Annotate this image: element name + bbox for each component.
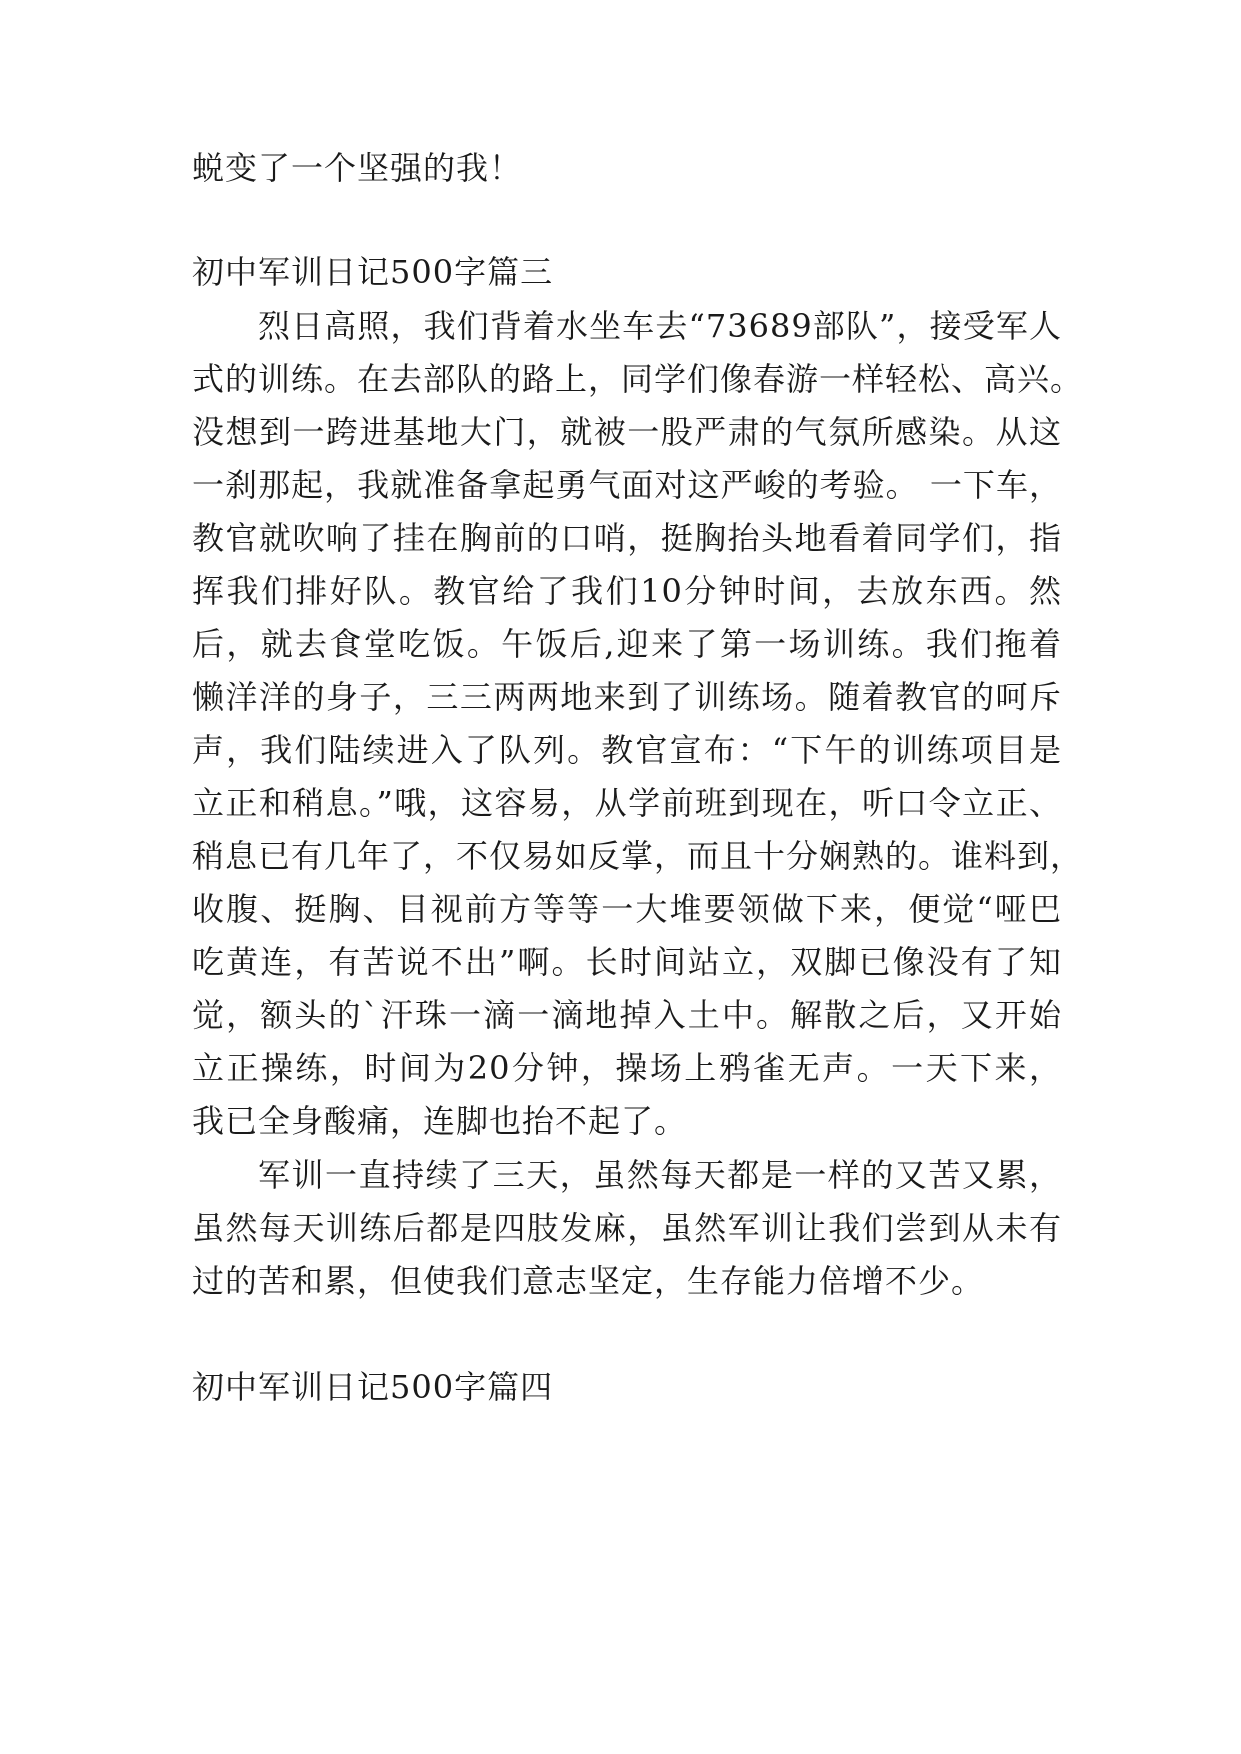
paragraph-line: 收腹、挺胸、目视前方等等一大堆要领做下来，便觉“哑巴: [192, 890, 1062, 928]
paragraph-line: 觉，额头的`汗珠一滴一滴地掉入土中。解散之后，又开始: [192, 996, 1062, 1034]
paragraph-line: 懒洋洋的身子，三三两两地来到了训练场。随着教官的呵斥: [192, 678, 1062, 716]
paragraph-line: 立正操练，时间为20分钟，操场上鸦雀无声。一天下来，: [192, 1049, 1062, 1087]
section-4-heading: 初中军训日记500字篇四: [192, 1368, 554, 1406]
paragraph-line: 声，我们陆续进入了队列。教官宣布：“下午的训练项目是: [192, 731, 1062, 769]
paragraph-line: 一刹那起，我就准备拿起勇气面对这严峻的考验。 一下车，: [192, 466, 1062, 504]
paragraph-line: 挥我们排好队。教官给了我们10分钟时间，去放东西。然: [192, 572, 1062, 610]
section-3-heading: 初中军训日记500字篇三: [192, 253, 554, 291]
paragraph-line: 军训一直持续了三天，虽然每天都是一样的又苦又累，: [258, 1156, 1062, 1194]
paragraph-line: 教官就吹响了挂在胸前的口哨，挺胸抬头地看着同学们，指: [192, 519, 1062, 557]
paragraph-line: 虽然每天训练后都是四肢发麻，虽然军训让我们尝到从未有: [192, 1209, 1062, 1247]
paragraph-line: 过的苦和累，但使我们意志坚定，生存能力倍增不少。: [192, 1262, 985, 1300]
paragraph-line: 没想到一跨进基地大门，就被一股严肃的气氛所感染。从这: [192, 413, 1062, 451]
paragraph-line: 我已全身酸痛，连脚也抬不起了。: [192, 1102, 688, 1140]
paragraph-line: 式的训练。在去部队的路上，同学们像春游一样轻松、高兴。: [192, 360, 1084, 398]
paragraph-line: 烈日高照，我们背着水坐车去“73689部队”，接受军人: [258, 307, 1062, 345]
continuation-line: 蜕变了一个坚强的我！: [192, 149, 523, 187]
paragraph-line: 吃黄连，有苦说不出”啊。长时间站立，双脚已像没有了知: [192, 943, 1062, 981]
paragraph-line: 后，就去食堂吃饭。午饭后,迎来了第一场训练。我们拖着: [192, 625, 1062, 663]
paragraph-line: 稍息已有几年了，不仅易如反掌，而且十分娴熟的。谁料到，: [192, 837, 1084, 875]
paragraph-line: 立正和稍息。”哦，这容易，从学前班到现在，听口令立正、: [192, 784, 1062, 822]
